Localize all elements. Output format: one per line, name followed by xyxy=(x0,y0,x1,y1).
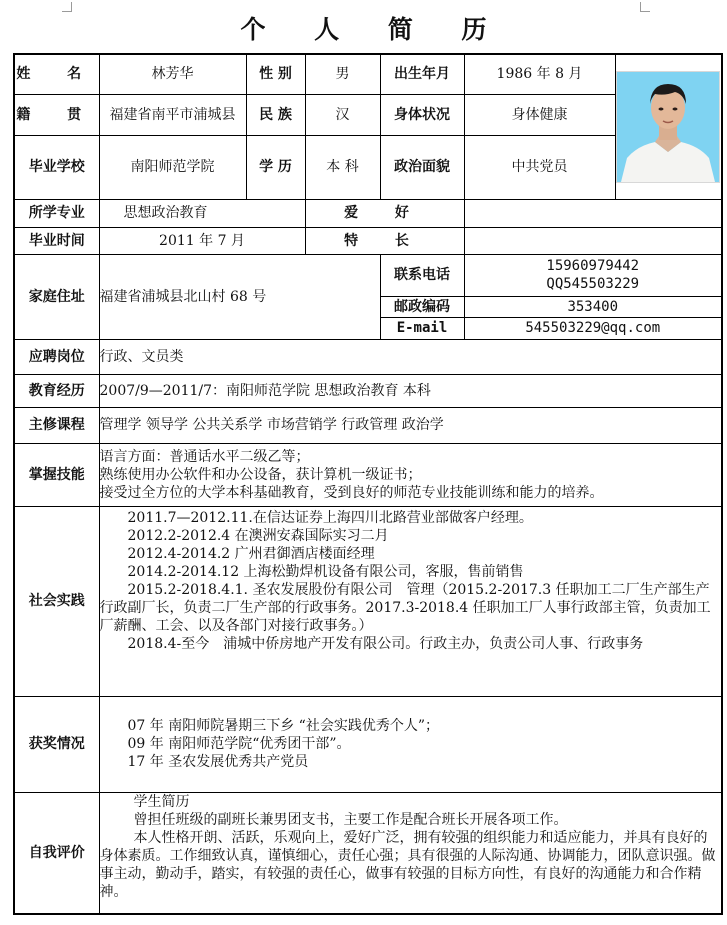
label-school: 毕业学校 xyxy=(14,135,99,199)
value-skills xyxy=(99,443,722,506)
value-origin: 福建省南平市浦城县 xyxy=(99,94,246,135)
profile-photo xyxy=(616,71,720,183)
skill-item: 语言方面：普通话水平二级乙等； xyxy=(99,448,310,465)
value-edu-history: 2007/9—2011/7：南阳师范学院 思想政治教育 本科 xyxy=(99,374,722,407)
label-skills: 掌握技能 xyxy=(14,443,99,506)
row-awards xyxy=(14,696,722,792)
label-phone: 联系电话 xyxy=(380,254,464,296)
value-hobby xyxy=(464,199,722,227)
row-grad-time xyxy=(14,227,722,254)
value-position: 行政、文员类 xyxy=(99,339,722,374)
value-major: 思想政治教育 xyxy=(99,199,305,227)
row-position xyxy=(14,339,722,374)
label-position: 应聘岗位 xyxy=(14,339,99,374)
label-major: 所学专业 xyxy=(14,199,99,227)
label-address: 家庭住址 xyxy=(14,254,99,339)
resume-table xyxy=(13,53,723,915)
label-gender: 性 别 xyxy=(246,54,305,94)
value-gender: 男 xyxy=(305,54,380,94)
label-edu-history: 教育经历 xyxy=(14,374,99,407)
label-awards: 获奖情况 xyxy=(14,696,99,792)
label-postcode: 邮政编码 xyxy=(380,296,464,317)
value-phone-number: 15960979442 xyxy=(546,258,640,274)
value-self-eval xyxy=(99,792,722,914)
practice-item: 2012.4-2014.2 广州君御酒店楼面经理 xyxy=(127,545,375,562)
skill-item: 接受过全方位的大学本科基础教育，受到良好的师范专业技能训练和能力的培养。 xyxy=(99,484,604,501)
photo-cell xyxy=(615,54,722,199)
row-phone xyxy=(14,254,722,296)
label-self-eval: 自我评价 xyxy=(14,792,99,914)
row-practice xyxy=(14,506,722,696)
practice-item: 2011.7—2012.11.在信达证券上海四川北路营业部做客户经理。 xyxy=(127,509,533,526)
label-politics: 政治面貌 xyxy=(380,135,464,199)
practice-item: 2015.2-2018.4.1. 圣农发展股份有限公司 管理（2015.2-2017.3 任职加工二厂生产部生产行政副厂长，负责二厂生产部的行政事务。2017.3-2018.4 任职加工厂人事行政部主管，负责加工厂薪酬、工会、以及各部门对接行政事务。） xyxy=(99,581,711,634)
skill-item: 熟练使用办公软件和办公设备，获计算机一级证书； xyxy=(99,466,422,483)
value-education: 本 科 xyxy=(305,135,380,199)
label-courses: 主修课程 xyxy=(14,407,99,443)
label-specialty: 特 长 xyxy=(305,227,464,254)
self-eval-paragraph: 本人性格开朗、活跃，乐观向上，爱好广泛，拥有较强的组织能力和适应能力，并具有良好的身体素质。工作细致认真，谨慎细心，责任心强；具有很强的人际沟通、协调能力，团队意识强。做事主动，勤动手，踏实，有较强的责任心，做事有较强的目标方向性，有良好的沟通能力和合作精神。 xyxy=(99,829,716,900)
practice-item: 2012.2-2012.4 在澳洲安森国际实习二月 xyxy=(127,527,389,544)
self-eval-paragraph: 曾担任班级的副班长兼男团支书，主要工作是配合班长开展各项工作。 xyxy=(133,811,568,828)
value-name: 林芳华 xyxy=(99,54,246,94)
row-self-eval xyxy=(14,792,722,914)
value-courses: 管理学 领导学 公共关系学 市场营销学 行政管理 政治学 xyxy=(99,407,722,443)
value-politics: 中共党员 xyxy=(464,135,615,199)
value-specialty xyxy=(464,227,722,254)
label-birth: 出生年月 xyxy=(380,54,464,94)
value-phone-qq: QQ545503229 xyxy=(546,276,640,292)
label-hobby: 爱 好 xyxy=(305,199,464,227)
value-address: 福建省浦城县北山村 68 号 xyxy=(99,254,380,339)
label-education: 学 历 xyxy=(246,135,305,199)
value-email: 545503229@qq.com xyxy=(464,317,722,339)
label-practice: 社会实践 xyxy=(14,506,99,696)
label-grad-time: 毕业时间 xyxy=(14,227,99,254)
row-major xyxy=(14,199,722,227)
practice-item: 2018.4-至今 浦城中侨房地产开发有限公司。行政主办，负责公司人事、行政事务 xyxy=(127,635,644,652)
row-edu-history xyxy=(14,374,722,407)
value-phone xyxy=(464,254,722,296)
self-eval-heading: 学生简历 xyxy=(133,793,190,810)
value-awards xyxy=(99,696,722,792)
value-postcode: 353400 xyxy=(464,296,722,317)
value-birth: 1986 年 8 月 xyxy=(464,54,615,94)
page-title: 个 人 简 历 xyxy=(240,15,507,44)
label-ethnicity: 民 族 xyxy=(246,94,305,135)
row-courses xyxy=(14,407,722,443)
practice-item: 2014.2-2014.12 上海松勤焊机设备有限公司，客服，售前销售 xyxy=(127,563,524,580)
row-skills xyxy=(14,443,722,506)
award-item: 17 年 圣农发展优秀共产党员 xyxy=(127,754,309,770)
label-email: E-mail xyxy=(380,317,464,339)
value-health: 身体健康 xyxy=(464,94,615,135)
award-item: 09 年 南阳师范学院“优秀团干部”。 xyxy=(127,736,351,752)
value-practice xyxy=(99,506,722,696)
value-grad-time: 2011 年 7 月 xyxy=(99,227,305,254)
label-origin: 籍 贯 xyxy=(14,94,99,135)
value-school: 南阳师范学院 xyxy=(99,135,246,199)
row-name xyxy=(14,54,722,94)
value-ethnicity: 汉 xyxy=(305,94,380,135)
label-name: 姓 名 xyxy=(14,54,99,94)
award-item: 07 年 南阳师院暑期三下乡 “社会实践优秀个人”； xyxy=(127,718,439,734)
label-health: 身体状况 xyxy=(380,94,464,135)
